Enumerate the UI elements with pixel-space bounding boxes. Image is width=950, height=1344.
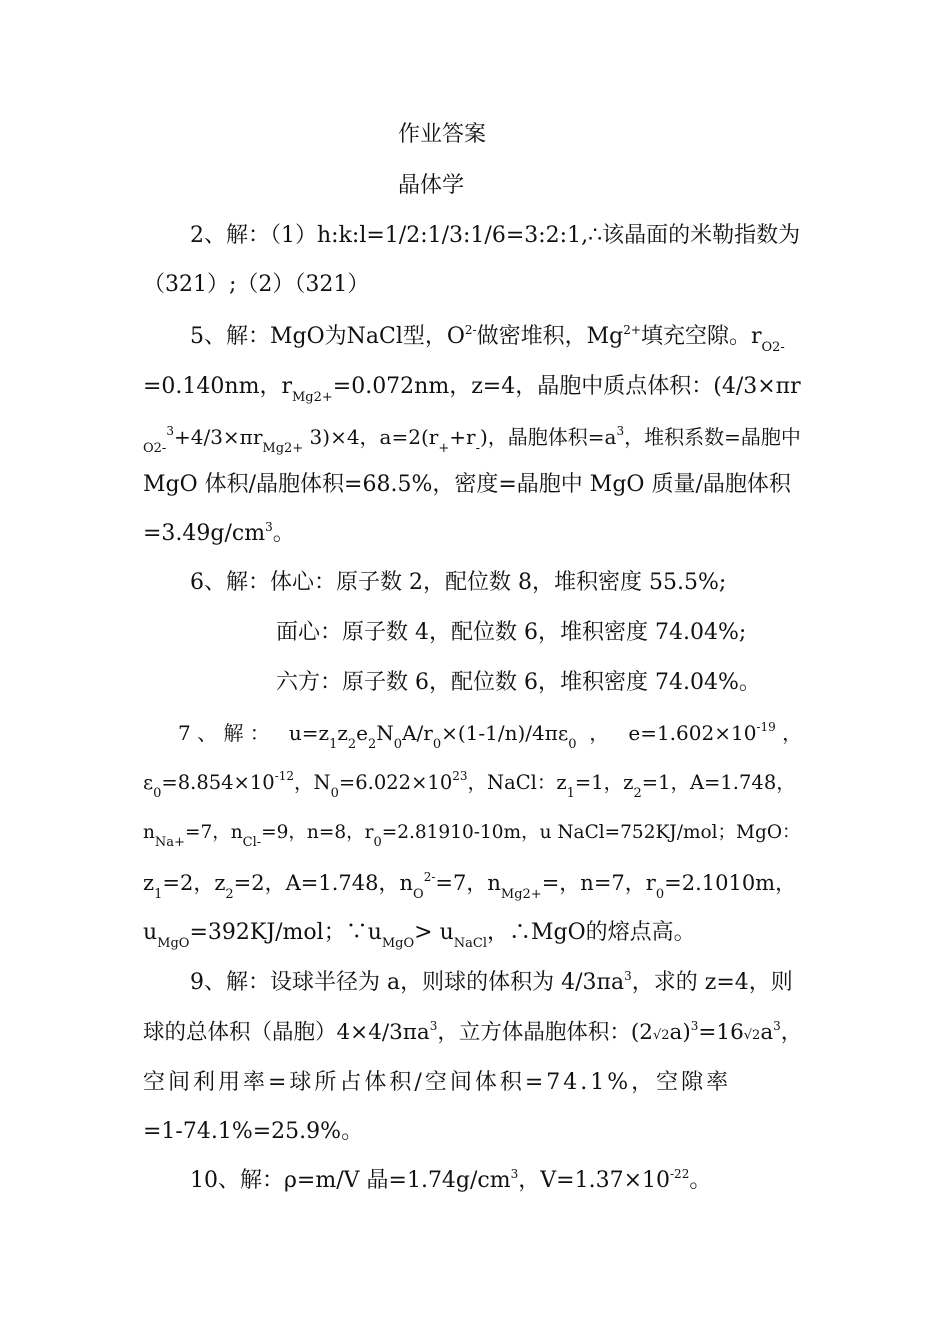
p7-line-4: $z_1=2$，$z_2=2$，A=1.748，$n_O^{2-}=7$，$n_{Mg2+}=$，n=7，$r_0=2.1010m$， (143, 870, 797, 902)
p5-line-2: =0.140nm，$r_{Mg2+}=0.072nm$，z=4，晶胞中质点体积：(4/3×πr (143, 374, 801, 405)
p7-line-5: $u_{MgO}=392KJ$/mol；$\because u_{MgO}> u_{NaCl}$，∴MgO的熔点高。 (143, 920, 696, 951)
sqrt-2-symbol: √2 (743, 1028, 761, 1043)
p9-line-2: 球的总体积（晶胞）$4\times 4/3\pi a^3$，立方体晶胞体积：$(2√2a)^3=16√2a^3$， (143, 1019, 803, 1045)
p9-line-1: 9、解：设球半径为 a，则球的体积为 $4/3\pi a^3$，求的 z=4，则 (190, 969, 793, 995)
p6-line-2: 面心：原子数 4，配位数 6，堆积密度 74.04%; (276, 620, 747, 645)
section-title: 晶体学 (398, 173, 465, 198)
p6-line-1: 6、解：体心：原子数 2，配位数 8，堆积密度 55.5%; (190, 570, 727, 595)
p9-line-4: =1-74.1%=25.9%。 (143, 1119, 364, 1144)
p7-line-2: $\varepsilon_0=8.854\times 10^{-12}$，$N_0=6.022\times 10^{23}$，NaCl：$z_1=1$，$z_2=1$，A=1.748， (143, 769, 796, 801)
p2-line-1: 2、解：（1）h:k:l=1/2:1/3:1/6=3:2:1,∴该晶面的米勒指数为 (190, 223, 801, 248)
p7-line-3: $n_{Na+}=7$，$n_{Cl-}=9$，n=8，$r_0=2.81910-10m$，u NaCl=752KJ/mol；MgO： (143, 822, 801, 850)
p5-line-5: $=3.49g/cm^3$。 (143, 520, 295, 546)
sqrt-2-symbol: √2 (652, 1028, 670, 1043)
p5-line-4: MgO 体积/晶胞体积=68.5%，密度=晶胞中 MgO 质量/晶胞体积 (143, 472, 791, 497)
p9-line-3: 空间利用率=球所占体积/空间体积=74.1%，空隙率 (143, 1070, 732, 1095)
p5-line-3: $_{O2-}^3+4/3\times\pi r_{Mg2+}$ 3)×4，$a=2(r_++r_-)$，晶胞体积$=a^3$，堆积系数=晶胞中 (143, 424, 801, 456)
p10-line-1: 10、解：ρ=m/V 晶$=1.74g/cm^3$，$V=1.37\times 10^{-22}$。 (190, 1167, 712, 1193)
p2-line-2: （321）;（2）（321） (143, 272, 370, 297)
p7-line-1: 7 、 解 ： $u=z_1z_2e_2N_0A/r_0\times(1-1/n)/4\pi\varepsilon_0$ ， $e=1.602\times 10^{-19}$ ， (178, 720, 803, 752)
p6-line-3: 六方：原子数 6，配位数 6，堆积密度 74.04%。 (276, 670, 761, 695)
page-title: 作业答案 (398, 122, 487, 147)
p5-line-1: 5、解：MgO为NaCl型，$O^{2-}$做密堆积，$Mg^{2+}$填充空隙。$r_{O2-}$ (190, 323, 785, 355)
